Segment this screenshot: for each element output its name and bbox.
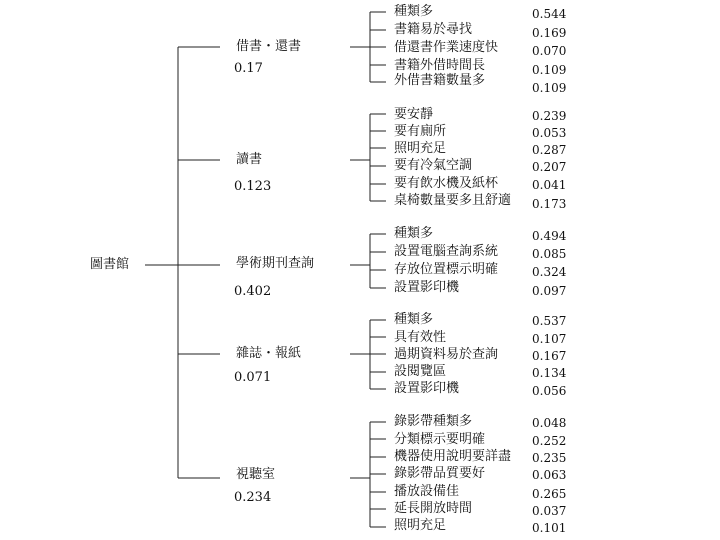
leaf-weight: 0.239: [532, 109, 567, 123]
leaf-label: 外借書籍數量多: [394, 73, 486, 88]
leaf-weight: 0.265: [532, 487, 567, 501]
leaf-label: 錄影帶種類多: [394, 414, 473, 429]
leaf-label: 書籍外借時間長: [394, 58, 486, 73]
group-weight: 0.402: [234, 284, 272, 299]
leaf-label: 種類多: [394, 312, 434, 327]
leaf-weight: 0.235: [532, 451, 567, 465]
leaf-weight: 0.063: [532, 468, 567, 482]
leaf-weight: 0.287: [532, 143, 567, 157]
leaf-label: 種類多: [394, 4, 434, 19]
leaf-weight: 0.252: [532, 434, 567, 448]
leaf-label: 書籍易於尋找: [394, 22, 473, 37]
leaf-weight: 0.053: [532, 126, 567, 140]
leaf-weight: 0.070: [532, 44, 567, 58]
leaf-label: 要有廁所: [394, 124, 447, 139]
leaf-weight: 0.173: [532, 197, 567, 211]
leaf-label: 設置影印機: [394, 280, 460, 295]
leaf-weight: 0.097: [532, 284, 567, 298]
leaf-weight: 0.169: [532, 26, 567, 40]
leaf-label: 設置影印機: [394, 381, 460, 396]
leaf-weight: 0.207: [532, 160, 567, 174]
leaf-label: 要有冷氣空調: [394, 158, 473, 173]
leaf-weight: 0.107: [532, 332, 567, 346]
group-weight: 0.17: [234, 61, 263, 76]
leaf-weight: 0.167: [532, 349, 567, 363]
root-node-label: 圖書館: [90, 257, 130, 272]
leaf-weight: 0.109: [532, 81, 567, 95]
leaf-label: 照明充足: [394, 518, 447, 533]
group-weight: 0.123: [234, 179, 272, 194]
leaf-weight: 0.048: [532, 416, 567, 430]
leaf-weight: 0.134: [532, 366, 567, 380]
leaf-label: 具有效性: [394, 330, 447, 345]
group-weight: 0.234: [234, 490, 272, 505]
leaf-label: 錄影帶品質要好: [394, 466, 486, 481]
leaf-label: 要有飲水機及紙杯: [394, 176, 499, 191]
leaf-weight: 0.101: [532, 521, 567, 535]
leaf-label: 延長開放時間: [394, 501, 473, 516]
group-label: 學術期刊查詢: [236, 256, 315, 271]
leaf-label: 要安靜: [394, 107, 434, 122]
group-label: 雜誌・報紙: [236, 346, 302, 361]
leaf-weight: 0.056: [532, 384, 567, 398]
group-label: 視聽室: [236, 467, 276, 482]
leaf-label: 借還書作業速度快: [394, 40, 499, 55]
leaf-label: 種類多: [394, 226, 434, 241]
leaf-label: 播放設備佳: [394, 484, 460, 499]
leaf-weight: 0.537: [532, 314, 567, 328]
leaf-label: 過期資料易於查詢: [394, 347, 499, 362]
group-weight: 0.071: [234, 370, 272, 385]
leaf-label: 設置電腦查詢系統: [394, 244, 499, 259]
leaf-weight: 0.324: [532, 265, 567, 279]
leaf-weight: 0.037: [532, 504, 567, 518]
leaf-weight: 0.544: [532, 7, 567, 21]
group-label: 讀書: [236, 152, 263, 167]
leaf-label: 機器使用說明要詳盡: [394, 449, 512, 464]
leaf-weight: 0.494: [532, 229, 567, 243]
leaf-label: 桌椅數量要多且舒適: [394, 193, 512, 208]
leaf-label: 分類標示要明確: [394, 432, 486, 447]
leaf-weight: 0.085: [532, 247, 567, 261]
leaf-label: 存放位置標示明確: [394, 262, 499, 277]
leaf-label: 照明充足: [394, 141, 447, 156]
leaf-weight: 0.109: [532, 63, 567, 77]
group-label: 借書・還書: [236, 39, 302, 54]
leaf-weight: 0.041: [532, 178, 567, 192]
leaf-label: 設閱覽區: [394, 364, 447, 379]
